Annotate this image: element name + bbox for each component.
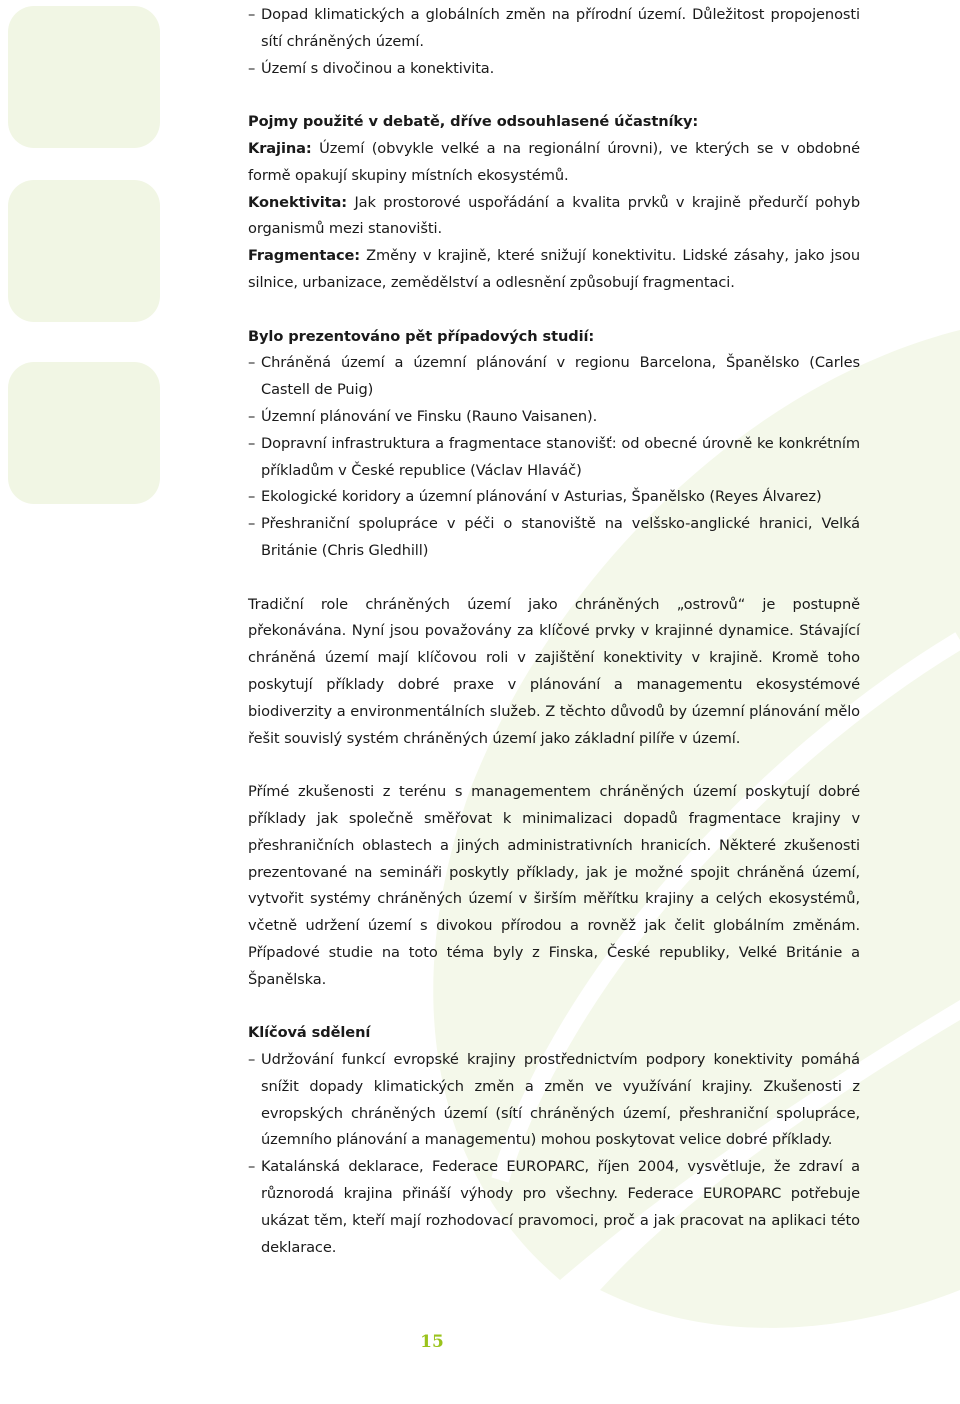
terms-heading: Pojmy použité v debatě, dříve odsouhlasené účastníky: <box>248 113 699 131</box>
list-item: – Územní plánování ve Finsku (Rauno Vaisanen). <box>248 407 598 425</box>
list-item: – Chráněná území a územní plánování v regionu Barcelona, Španělsko (Carles Castell de Puig) <box>248 354 860 399</box>
paragraph-field-experience: Přímé zkušenosti z terénu s managementem chráněných území poskytují dobré příklady jak společně směřovat k minimalizaci dopadů fragmentace krajiny v přeshraničních oblastech a jiných administrativních hranicích. Některé zkušenosti prezentované na semináři poskytly příklady, jak je možné spojit chráněná území, vytvořit systémy chráněných území v širším měřítku krajiny a celých ekosystémů, včetně udržení území s divokou přírodou a rovněž jak čelit globálním změnám. Případové studie na toto téma byly z Finska, České republiky, Velké Británie a Španělska. <box>248 783 860 988</box>
paragraph-protected-areas: Tradiční role chráněných území jako chráněných „ostrovů“ je postupně překonávána. Nyní jsou považovány za klíčové prvky v krajinné dynamice. Stávající chráněná území mají klíčovou roli v zajištění konektivity v krajině. Kromě toho poskytují příklady dobré praxe v plánování a managementu ekosystémové biodiverzity a environmentálních služeb. Z těchto důvodů by územní plánování mělo řešit souvislý systém chráněných území jako základní pilíře v území. <box>248 595 860 747</box>
key-messages-heading: Klíčová sdělení <box>248 1024 371 1042</box>
list-item: – Přeshraniční spolupráce v péči o stanoviště na velšsko-anglické hranici, Velká Británie (Chris Gledhill) <box>248 515 860 559</box>
list-item: – Ekologické koridory a územní plánování v Asturias, Španělsko (Reyes Álvarez) <box>248 488 822 506</box>
case-studies-heading: Bylo prezentováno pět případových studií: <box>248 327 595 345</box>
list-item: – Udržování funkcí evropské krajiny prostřednictvím podpory konektivity pomáhá snížit dopady klimatických změn a změn ve využívání krajiny. Zkušenosti z evropských chráněných území (sítí chráněných území, přeshraniční spolupráce, územního plánování a managementu) mohou poskytovat velice dobré příklady. <box>248 1051 860 1149</box>
term-konektivita: Konektivita: Jak prostorové uspořádání a kvalita prvků v krajině předurčí pohyb organismů mezi stanovišti. <box>248 193 860 238</box>
list-item: – Dopravní infrastruktura a fragmentace stanovišť: od obecné úrovně ke konkrétním příkladům v České republice (Václav Hlaváč) <box>248 434 860 479</box>
term-fragmentace: Fragmentace: Změny v krajině, které snižují konektivitu. Lidské zásahy, jako jsou silnice, urbanizace, zemědělství a odlesnění způsobují fragmentaci. <box>248 247 860 291</box>
list-item: – Katalánská deklarace, Federace EUROPARC, říjen 2004, vysvětluje, že zdraví a různorodá krajina přináší výhody pro všechny. Federace EUROPARC potřebuje ukázat těm, kteří mají rozhodovací pravomoci, proč a jak pracovat na aplikaci této deklarace. <box>248 1158 860 1256</box>
page-number: 15 <box>420 1332 444 1352</box>
list-item: – Dopad klimatických a globálních změn na přírodní území. Důležitost propojenosti sítí chráněných území. <box>248 6 860 50</box>
term-krajina: Krajina: Území (obvykle velké a na regionální úrovni), ve kterých se v obdobné formě opakují skupiny místních ekosystémů. <box>248 139 860 184</box>
page-content <box>248 2 860 1261</box>
list-item: – Území s divočinou a konektivita. <box>248 59 495 77</box>
